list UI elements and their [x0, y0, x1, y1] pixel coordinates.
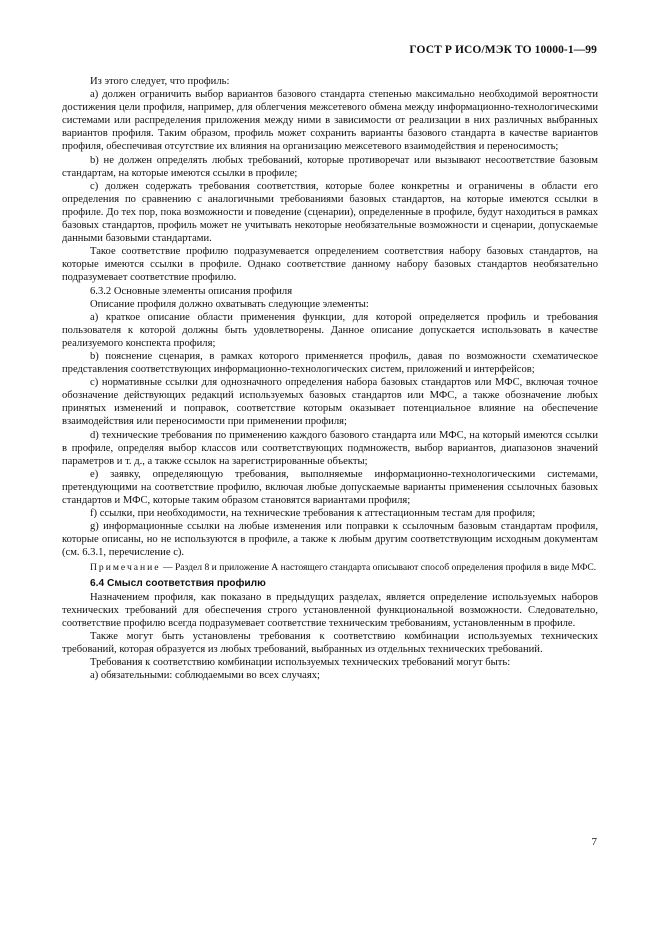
paragraph: с) должен содержать требования соответствия, которые более конкретны и ограничены в области его определения по сравнению с аналогичными требованиями базовых стандартов, на которые имеются ссылки в профиле. До тех пор, пока возможности и поведение (сценарии), определенные в профиле, будут находиться в рамках базовых стандартов, профиль может не учитывать некоторые необязательные возможности и сценарии, допускаемые данными базовыми стандартами. [62, 180, 598, 245]
paragraph: с) нормативные ссылки для однозначного определения набора базовых стандартов или МФС, включая точное обозначение действующих редакций используемых базовых стандартов или МФС, а также обозначение любых принятых изменений и поправок, соответствие которым оказывает потенциальное влияние на обеспечение взаимодействия или переносимости при применении профиля; [62, 377, 598, 428]
paragraph: а) должен ограничить выбор вариантов базового стандарта степенью максимально необходимой вероятности достижения цели профиля, например, для облегчения межсетевого обмена между информационно-технологическими системами или распределения приложения между ними в зависимости от реализации в них различных выбранных вариантов профиля. Таким образом, профиль может сохранить варианты базового стандарта в качестве вариантов профиля, обеспечивая отсутствие их влияния на организацию межсетевого взаимодействия и переносимость; [62, 89, 598, 153]
paragraph: Описание профиля должно охватывать следующие элементы: [90, 298, 369, 310]
paragraph: b) не должен определять любых требований, которые противоречат или вызывают несоответствие базовым стандартам, на которые имеются ссылки в профиле; [62, 154, 598, 179]
paragraph: g) информационные ссылки на любые изменения или поправки к ссылочным базовым стандартам профиля, которые описаны, но не используются в профиле, а также к любым другим соответствующим исходным документам (см. 6.3.1, перечисление с). [62, 521, 598, 559]
paragraph: b) пояснение сценария, в рамках которого применяется профиль, давая по возможности схематическое представления соответствующих информационно-технологических систем, приложений и интерфейсов; [62, 350, 598, 376]
paragraph: е) заявку, определяющую требования, выполняемые информационно-технологическими системами, претендующими на соответствие профилю, включая любые допускаемые варианты применения ссылочных базовых стандартов и МФС, которые таким образом становятся вариантами профиля; [62, 468, 598, 506]
note-text: — Раздел 8 и приложение А настоящего стандарта описывают способ определения профиля в виде МФС. [160, 562, 597, 574]
subsection-heading: 6.3.2 Основные элементы описания профиля [90, 285, 293, 297]
paragraph: а) краткое описание области применения функции, для которой определяется профиль и требования пользователя к которой должны быть удовлетворены. Данное описание допускается использовать в качестве реализуемого конспекта профиля; [62, 311, 598, 349]
paragraph: Требования к соответствию комбинации используемых технических требований могут быть: [90, 657, 511, 669]
note-label: Примечание [90, 562, 161, 574]
page-body [62, 75, 598, 682]
paragraph: Назначением профиля, как показано в предыдущих разделах, является определение используемых наборов технических требований для обеспечения строго установленной функциональной возможности. Следовательно, соответствие профилю всегда подразумевает соответствие техническим требованиям, установленным в профиле. [62, 591, 598, 629]
paragraph: Также могут быть установлены требования к соответствию комбинации используемых технических требований, которая образуется из любых требований, выбранных из отдельных технических требований. [62, 630, 598, 655]
section-heading: 6.4 Смысл соответствия профилю [90, 578, 266, 590]
paragraph: d) технические требования по применению каждого базового стандарта или МФС, на который имеются ссылки в профиле, определяя выбор классов или соответствующих подмножеств, выбор вариантов, диапазонов значений параметров и т. д., а также ссылок на зарегистрированные объекты; [62, 429, 598, 467]
note [62, 562, 598, 574]
page-number: 7 [591, 836, 597, 848]
paragraph: f) ссылки, при необходимости, на технические требования к аттестационным тестам для профиля; [90, 508, 536, 520]
document-header: ГОСТ Р ИСО/МЭК ТО 10000-1—99 [409, 44, 597, 56]
paragraph: Из этого следует, что профиль: [90, 76, 230, 87]
paragraph: а) обязательными: соблюдаемыми во всех случаях; [90, 670, 320, 682]
paragraph: Такое соответствие профилю подразумевается определением соответствия набору базовых стандартов, на которые имеются ссылки в профиле. Однако соответствие данному набору базовых стандартов необязательно подразумевает соответствие профилю. [62, 246, 598, 284]
